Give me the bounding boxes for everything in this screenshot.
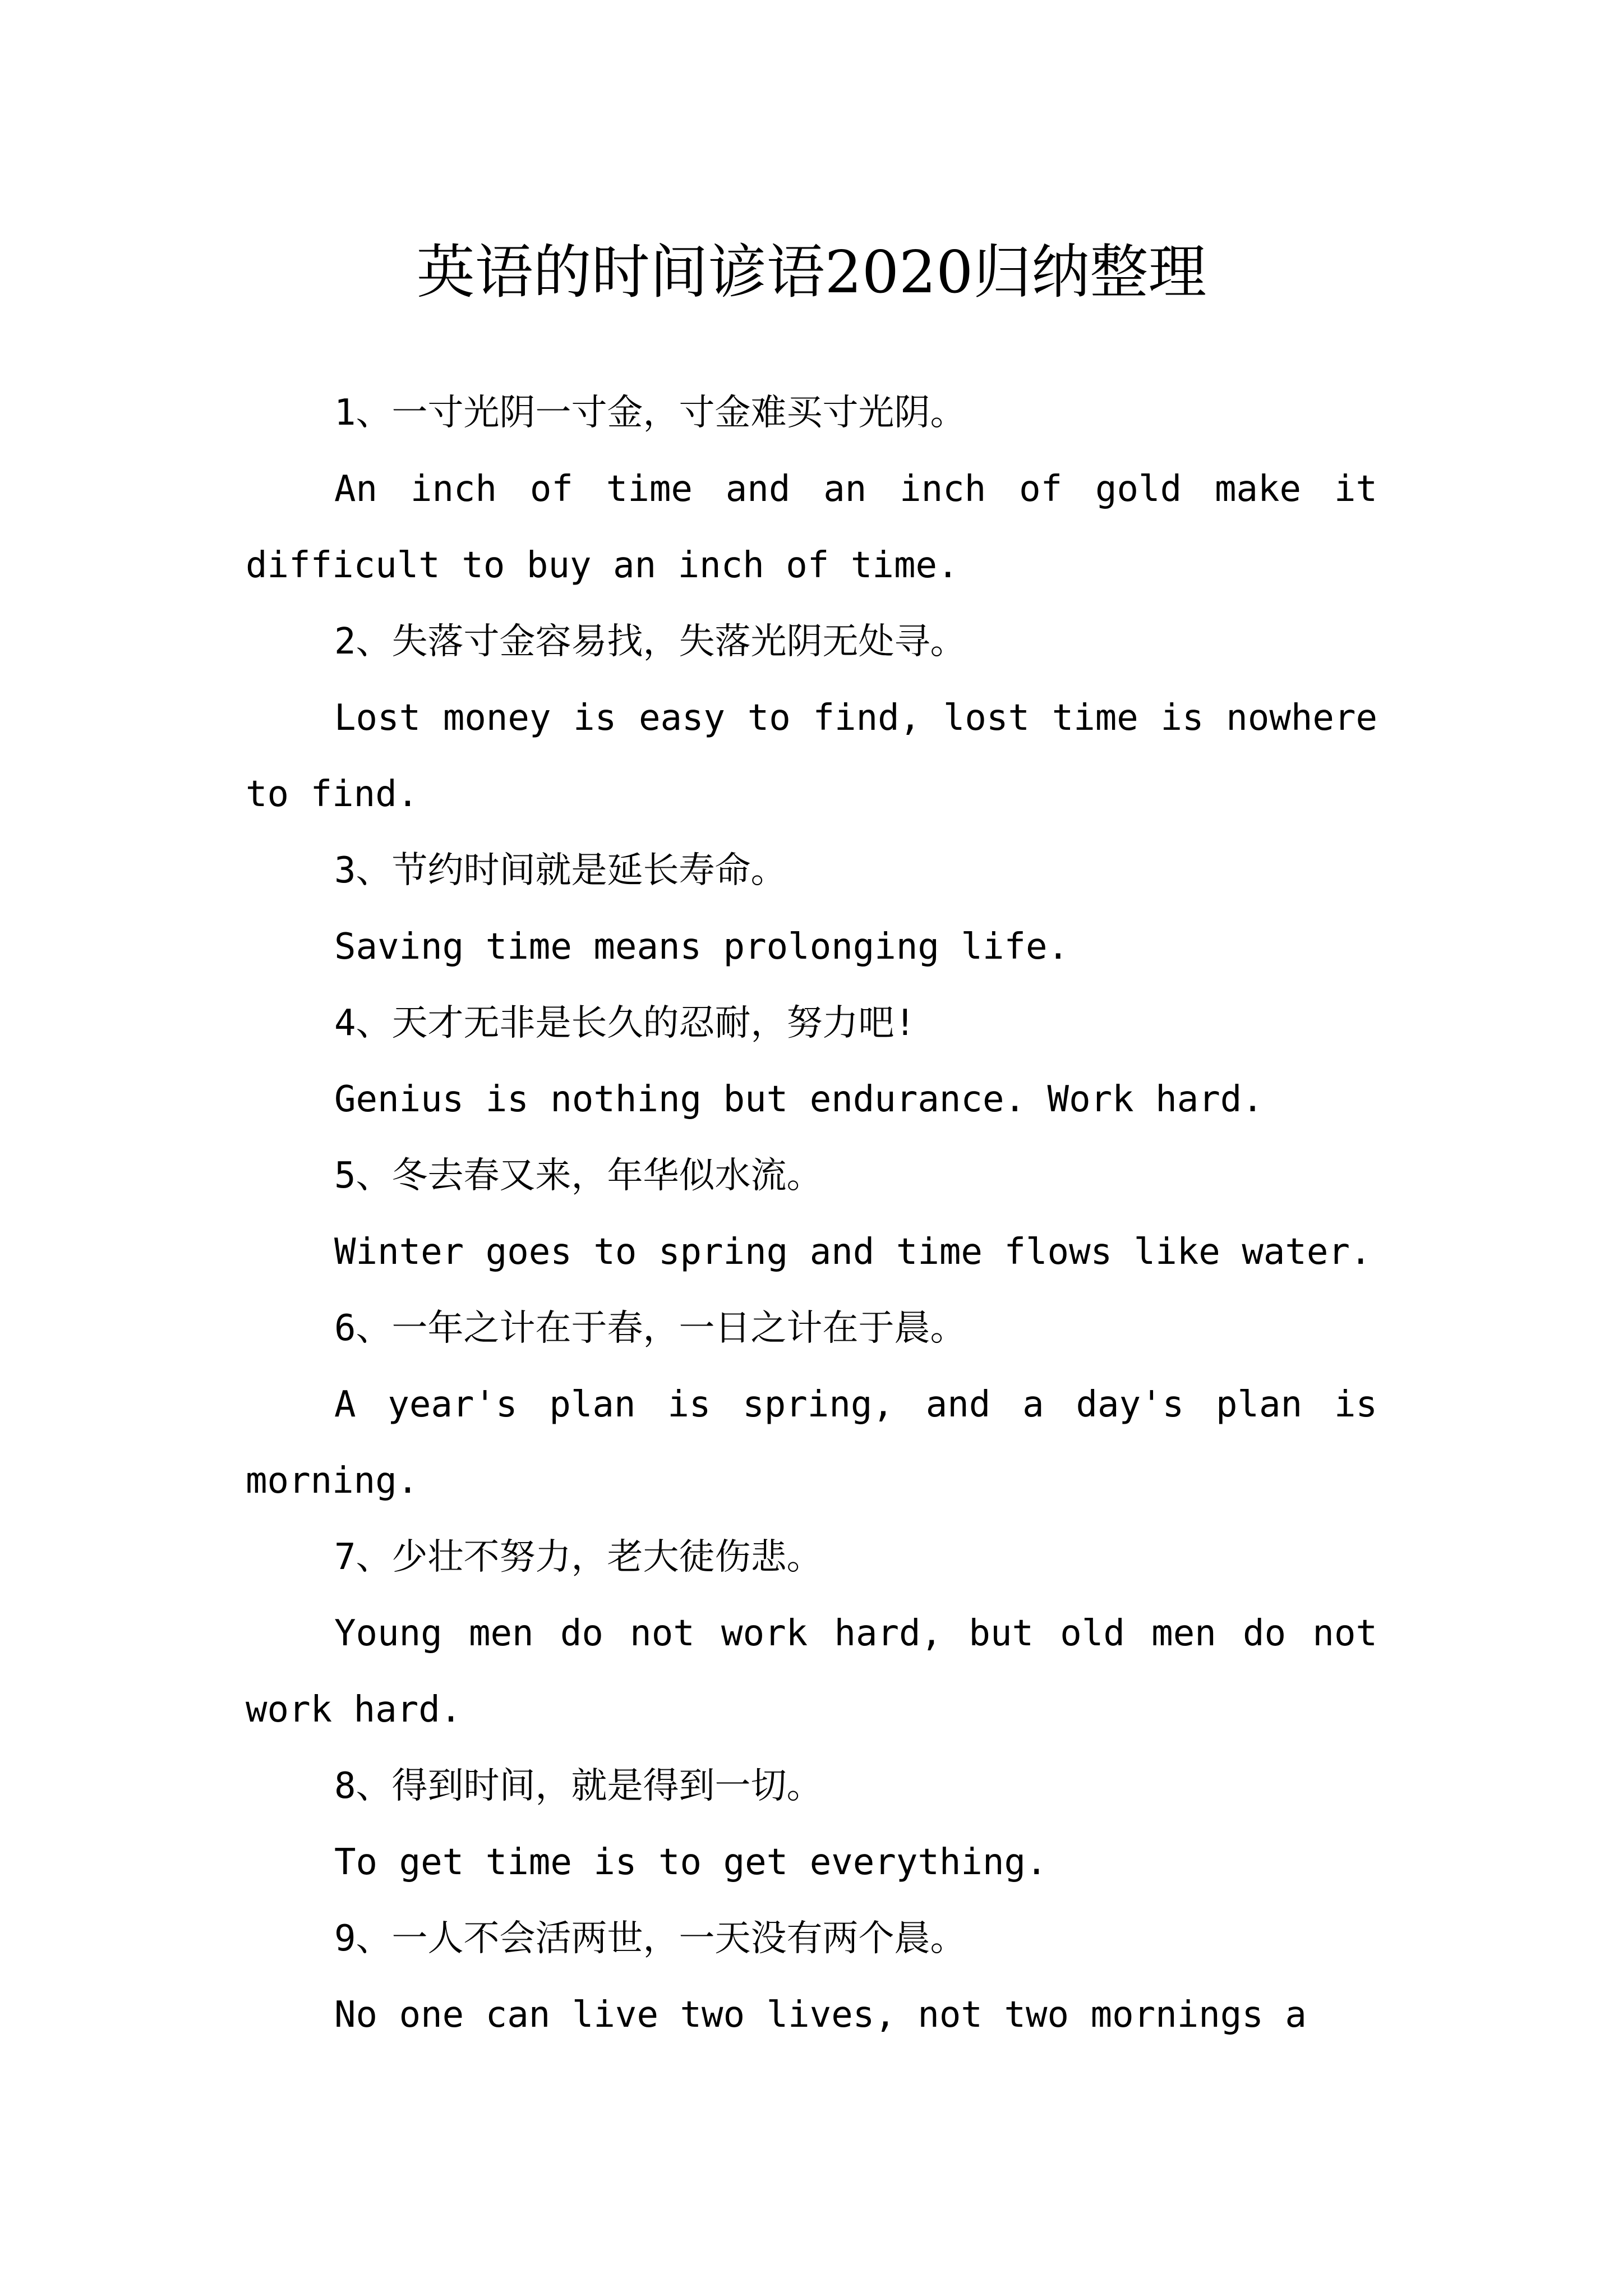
proverb-7-english: Young men do not work hard, but old men do not work hard.: [246, 1613, 1377, 1731]
proverb-4-chinese: 4、天才无非是长久的忍耐，努力吧!: [334, 1002, 916, 1044]
proverb-2-chinese: 2、失落寸金容易找，失落光阴无处寻。: [334, 621, 966, 662]
proverb-list: [246, 375, 1377, 2053]
proverb-5-chinese: 5、冬去春又来，年华似水流。: [334, 1155, 823, 1197]
document-title: 英语的时间谚语2020归纳整理: [416, 237, 1207, 306]
proverb-9-english: No one can live two lives, not two mornings a: [334, 1994, 1307, 2036]
proverb-5-english: Winter goes to spring and time flows like water.: [334, 1231, 1372, 1273]
proverb-2-english: Lost money is easy to find, lost time is nowhere to find.: [246, 697, 1377, 815]
proverb-3-chinese: 3、节约时间就是延长寿命。: [334, 850, 787, 891]
proverb-3-english: Saving time means prolonging life.: [334, 926, 1069, 968]
proverb-9-chinese: 9、一人不会活两世，一天没有两个晨。: [334, 1918, 966, 1959]
proverb-1-english: An inch of time and an inch of gold make it difficult to buy an inch of time.: [246, 468, 1377, 586]
proverb-8-english: To get time is to get everything.: [334, 1842, 1048, 1883]
proverb-6-chinese: 6、一年之计在于春，一日之计在于晨。: [334, 1308, 966, 1349]
proverb-8-chinese: 8、得到时间，就是得到一切。: [334, 1765, 823, 1807]
proverb-7-chinese: 7、少壮不努力，老大徒伤悲。: [334, 1536, 823, 1578]
proverb-4-english: Genius is nothing but endurance. Work hard.: [334, 1079, 1264, 1120]
proverb-1-chinese: 1、一寸光阴一寸金，寸金难买寸光阴。: [334, 392, 966, 434]
proverb-6-english: A year's plan is spring, and a day's plan is morning.: [246, 1384, 1377, 1502]
